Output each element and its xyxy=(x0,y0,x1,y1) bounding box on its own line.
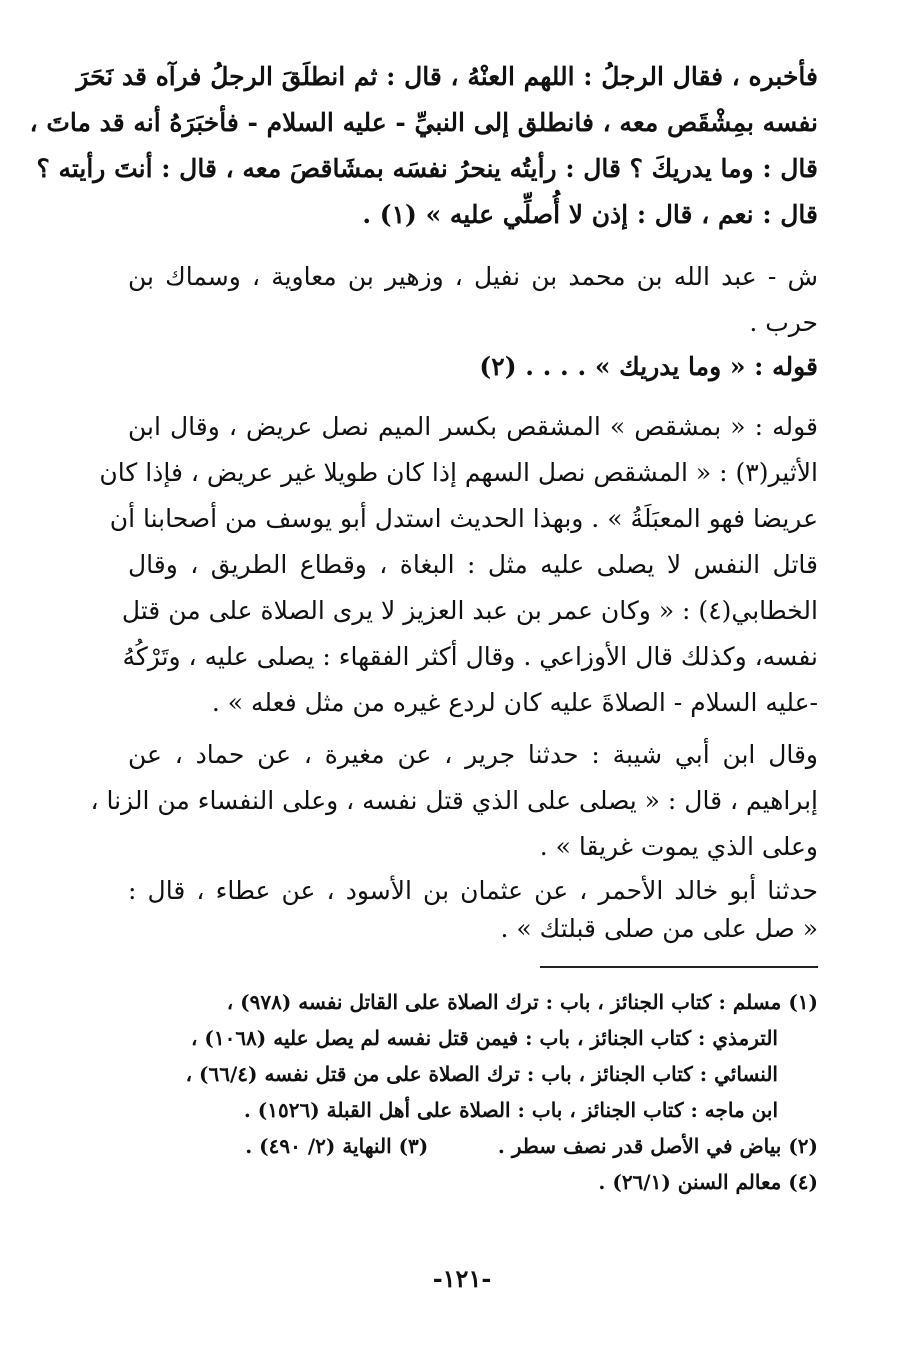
text-line: الخطابي(٤) : « وكان عمر بن عبد العزيز لا يرى الصلاة على من قتل xyxy=(121,596,818,625)
text-line: فأخبره ، فقال الرجلُ : اللهم العنْهُ ، قال : ثم انطلَقَ الرجلُ فرآه قد نَحَرَ xyxy=(76,62,818,91)
footnote-line: ابن ماجه : كتاب الجنائز ، باب : الصلاة على أهل القبلة (١٥٢٦) . xyxy=(243,1098,778,1122)
text-line: نفسه، وكذلك قال الأوزاعي . وقال أكثر الفقهاء : يصلى عليه ، وتَرْكُهُ xyxy=(122,642,818,671)
footnote-divider xyxy=(540,966,818,968)
text-line: قال : وما يدريكَ ؟ قال : رأيتُه ينحرُ نفسَه بمشَاقصَ معه ، قال : أنتَ رأيته ؟ xyxy=(36,154,818,183)
footnote-line: (١) مسلم : كتاب الجنائز ، باب : ترك الصلاة على القاتل نفسه (٩٧٨) ، xyxy=(226,990,818,1014)
footnote-line: الترمذي : كتاب الجنائز ، باب : فيمن قتل نفسه لم يصل عليه (١٠٦٨) ، xyxy=(190,1026,778,1050)
text-line: عريضا فهو المعبَلَةُ » . وبهذا الحديث استدل أبو يوسف من أصحابنا أن xyxy=(109,504,818,533)
text-line: « صل على من صلى قبلتك » . xyxy=(500,914,818,943)
text-line: حدثنا أبو خالد الأحمر ، عن عثمان بن الأسود ، عن عطاء ، قال : xyxy=(128,876,818,905)
text-line: إبراهيم ، قال : « يصلى على الذي قتل نفسه ، وعلى النفساء من الزنا ، xyxy=(90,786,818,815)
text-line: الأثير(٣) : « المشقص نصل السهم إذا كان طويلا غير عريض ، فإذا كان xyxy=(99,458,818,487)
text-line: وعلى الذي يموت غريقا » . xyxy=(539,832,818,861)
text-line: نفسه بمِشْقَص معه ، فانطلق إلى النبيِّ - عليه السلام - فأخبَرَهُ أنه قد ماتَ ، xyxy=(29,108,818,137)
text-line: قال : نعم ، قال : إذن لا أُصلِّي عليه » (١) . xyxy=(362,200,818,229)
footnote-line: النسائي : كتاب الجنائز ، باب : ترك الصلاة على من قتل نفسه (٦٦/٤) ، xyxy=(185,1062,778,1086)
page-number: -١٢١- xyxy=(432,1264,492,1293)
footnote-line: (٢) بياض في الأصل قدر نصف سطر . (٣) النهاية (٢/ ٤٩٠) . xyxy=(245,1134,818,1158)
text-line: وقال ابن أبي شيبة : حدثنا جرير ، عن مغيرة ، عن حماد ، عن xyxy=(128,740,818,769)
text-line: قاتل النفس لا يصلى عليه مثل : البغاة ، وقطاع الطريق ، وقال xyxy=(128,550,818,579)
footnote-line: (٤) معالم السنن (٢٦/١) . xyxy=(598,1170,818,1194)
text-line: قوله : « بمشقص » المشقص بكسر الميم نصل عريض ، وقال ابن xyxy=(128,412,818,441)
text-line: ش - عبد الله بن محمد بن نفيل ، وزهير بن معاوية ، وسماك بن xyxy=(128,262,818,291)
text-line: قوله : « وما يدريك » . . . . (٢) xyxy=(479,352,818,381)
text-line: حرب . xyxy=(749,308,818,337)
text-line: -عليه السلام - الصلاةَ عليه كان لردع غيره من مثل فعله » . xyxy=(211,688,818,717)
